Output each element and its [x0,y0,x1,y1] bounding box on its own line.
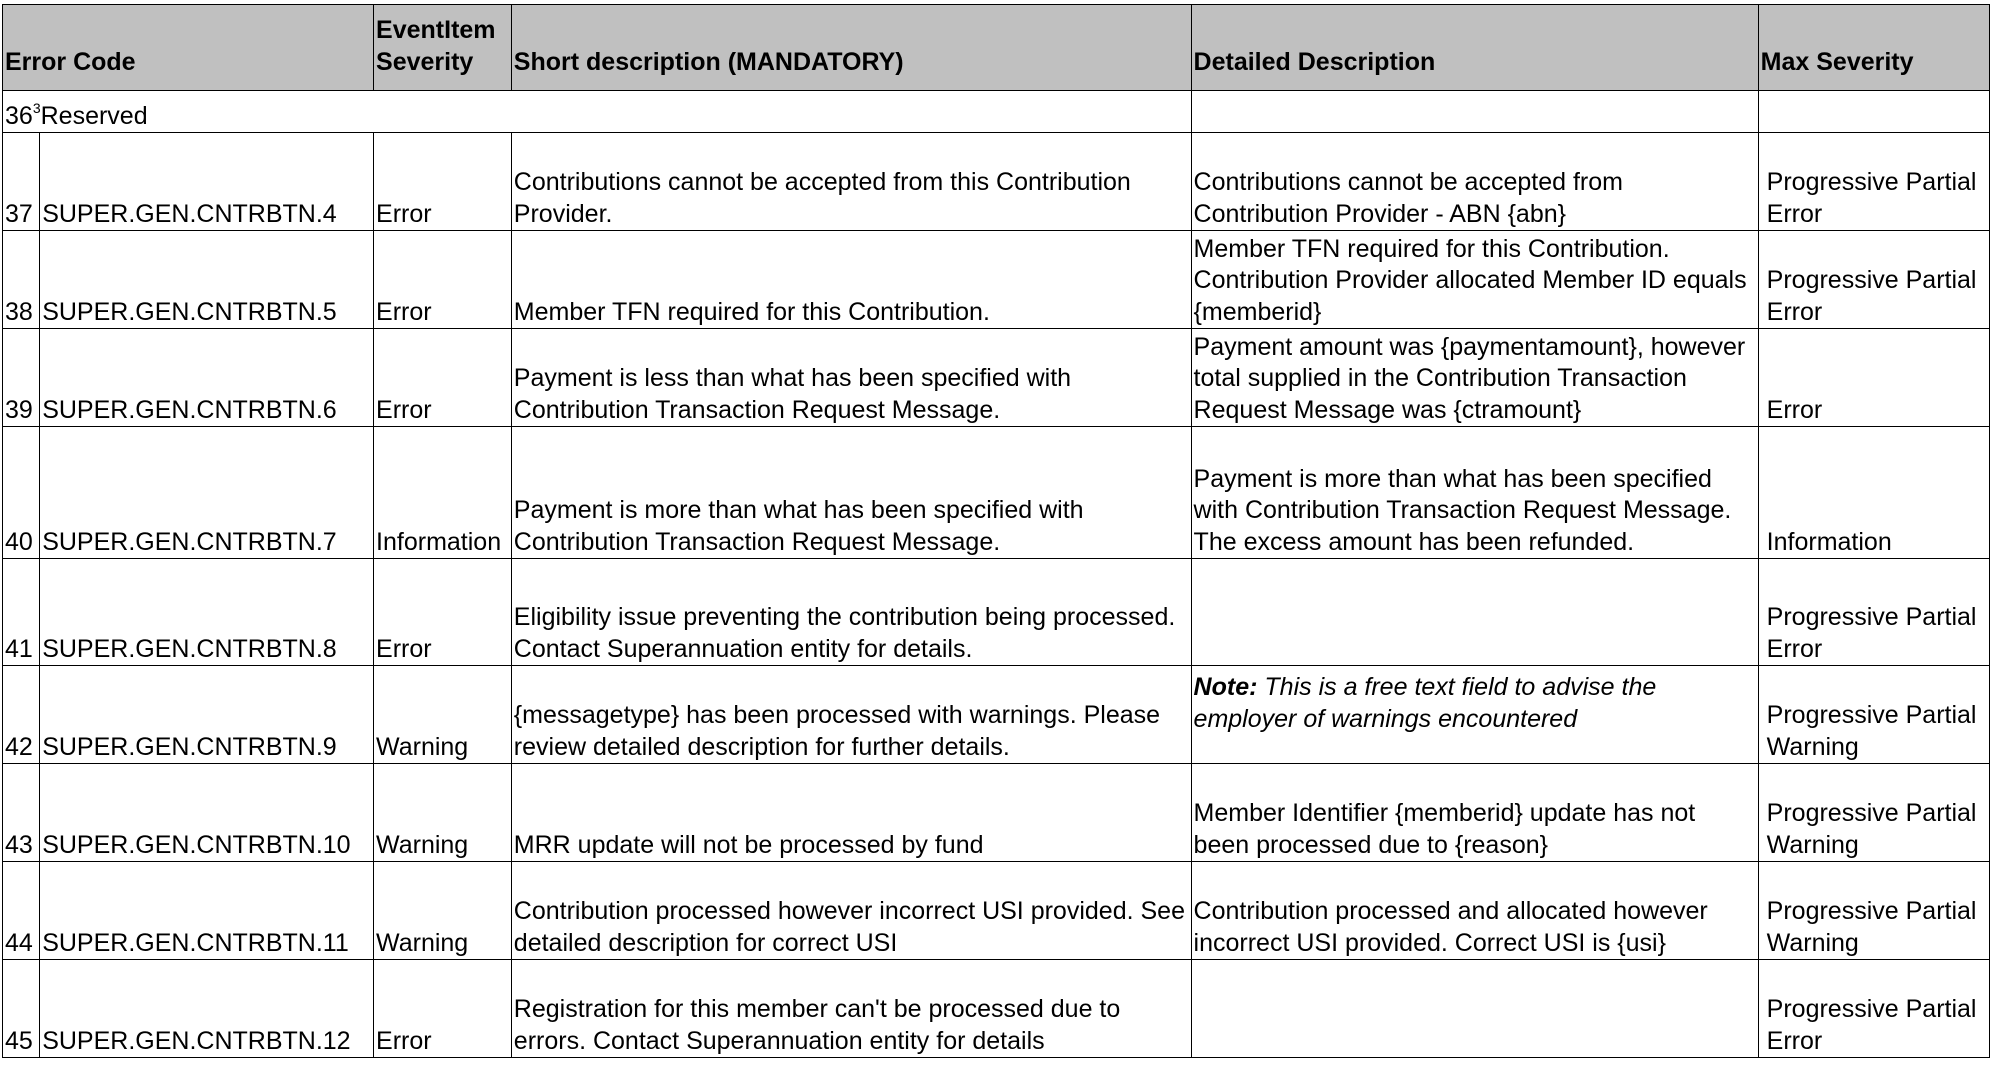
severity-cell: Warning [374,862,512,960]
row-number: 40 [3,427,40,559]
header-short-description: Short description (MANDATORY) [511,5,1191,91]
severity-cell: Error [374,960,512,1058]
detailed-description-cell: Contributions cannot be accepted from Contribution Provider - ABN {abn} [1191,133,1758,231]
detailed-description-cell: Member TFN required for this Contribution. Contribution Provider allocated Member ID equals {memberid} [1191,231,1758,329]
detailed-description-cell: Payment amount was {paymentamount}, however total supplied in the Contribution Transaction Request Message was {ctramount} [1191,329,1758,427]
row-number: 36 [5,101,33,130]
row-number: 41 [3,559,40,666]
row-number: 39 [3,329,40,427]
error-code-cell: SUPER.GEN.CNTRBTN.8 [40,559,374,666]
header-max-severity: Max Severity [1758,5,1989,91]
row-number: 44 [3,862,40,960]
error-code-table [2,4,1990,1058]
max-severity-cell: Progressive Partial Error [1758,960,1989,1058]
severity-cell: Warning [374,666,512,764]
note-text: This is a free text field to advise the employer of warnings encountered [1193,673,1657,733]
short-description-cell: Registration for this member can't be processed due to errors. Contact Superannuation entity for details [511,960,1191,1058]
severity-cell: Error [374,133,512,231]
max-severity-cell: Progressive Partial Warning [1758,764,1989,862]
reserved-label: Reserved [40,101,148,130]
detailed-description-cell [1191,666,1758,764]
max-severity-cell: Progressive Partial Warning [1758,666,1989,764]
reserved-detailed-cell [1191,91,1758,133]
error-code-cell: SUPER.GEN.CNTRBTN.12 [40,960,374,1058]
footnote-marker: 3 [32,99,41,116]
max-severity-cell: Progressive Partial Error [1758,133,1989,231]
row-number: 45 [3,960,40,1058]
short-description-cell: Payment is more than what has been specified with Contribution Transaction Request Message. [511,427,1191,559]
table-body [3,133,1990,1058]
error-code-cell: SUPER.GEN.CNTRBTN.6 [40,329,374,427]
short-description-cell: Eligibility issue preventing the contribution being processed. Contact Superannuation entity for details. [511,559,1191,666]
table-row [3,559,1990,666]
max-severity-cell: Progressive Partial Error [1758,231,1989,329]
table-row [3,133,1990,231]
severity-cell: Error [374,329,512,427]
short-description-cell: Member TFN required for this Contribution. [511,231,1191,329]
short-description-cell: Contributions cannot be accepted from this Contribution Provider. [511,133,1191,231]
error-code-table-container [2,4,1990,1070]
short-description-cell: Payment is less than what has been specified with Contribution Transaction Request Message. [511,329,1191,427]
row-number: 38 [3,231,40,329]
severity-cell: Error [374,231,512,329]
reserved-cell [3,91,1192,133]
short-description-cell: MRR update will not be processed by fund [511,764,1191,862]
table-row [3,427,1990,559]
detailed-description-cell [1191,559,1758,666]
row-number: 37 [3,133,40,231]
table-row [3,862,1990,960]
error-code-cell: SUPER.GEN.CNTRBTN.7 [40,427,374,559]
table-row [3,231,1990,329]
severity-cell: Information [374,427,512,559]
severity-cell: Warning [374,764,512,862]
row-number: 43 [3,764,40,862]
detailed-description-cell: Payment is more than what has been specified with Contribution Transaction Request Message. The excess amount has been refunded. [1191,427,1758,559]
note-label: Note: [1193,673,1258,701]
row-number: 42 [3,666,40,764]
short-description-cell: {messagetype} has been processed with warnings. Please review detailed description for further details. [511,666,1191,764]
error-code-cell: SUPER.GEN.CNTRBTN.9 [40,666,374,764]
max-severity-cell: Progressive Partial Error [1758,559,1989,666]
max-severity-cell: Information [1758,427,1989,559]
detailed-description-cell: Member Identifier {memberid} update has not been processed due to {reason} [1191,764,1758,862]
reserved-row [3,91,1990,133]
error-code-cell: SUPER.GEN.CNTRBTN.4 [40,133,374,231]
header-detailed-description: Detailed Description [1191,5,1758,91]
detailed-description-cell [1191,960,1758,1058]
error-code-cell: SUPER.GEN.CNTRBTN.11 [40,862,374,960]
max-severity-cell: Progressive Partial Warning [1758,862,1989,960]
detailed-description-cell: Contribution processed and allocated however incorrect USI provided. Correct USI is {usi} [1191,862,1758,960]
header-severity: EventItem Severity [374,5,512,91]
table-row [3,329,1990,427]
error-code-cell: SUPER.GEN.CNTRBTN.5 [40,231,374,329]
table-row [3,960,1990,1058]
error-code-cell: SUPER.GEN.CNTRBTN.10 [40,764,374,862]
short-description-cell: Contribution processed however incorrect USI provided. See detailed description for correct USI [511,862,1191,960]
table-row [3,666,1990,764]
header-row [3,5,1990,91]
header-error-code: Error Code [3,5,374,91]
reserved-max-cell [1758,91,1989,133]
table-row [3,764,1990,862]
max-severity-cell: Error [1758,329,1989,427]
severity-cell: Error [374,559,512,666]
